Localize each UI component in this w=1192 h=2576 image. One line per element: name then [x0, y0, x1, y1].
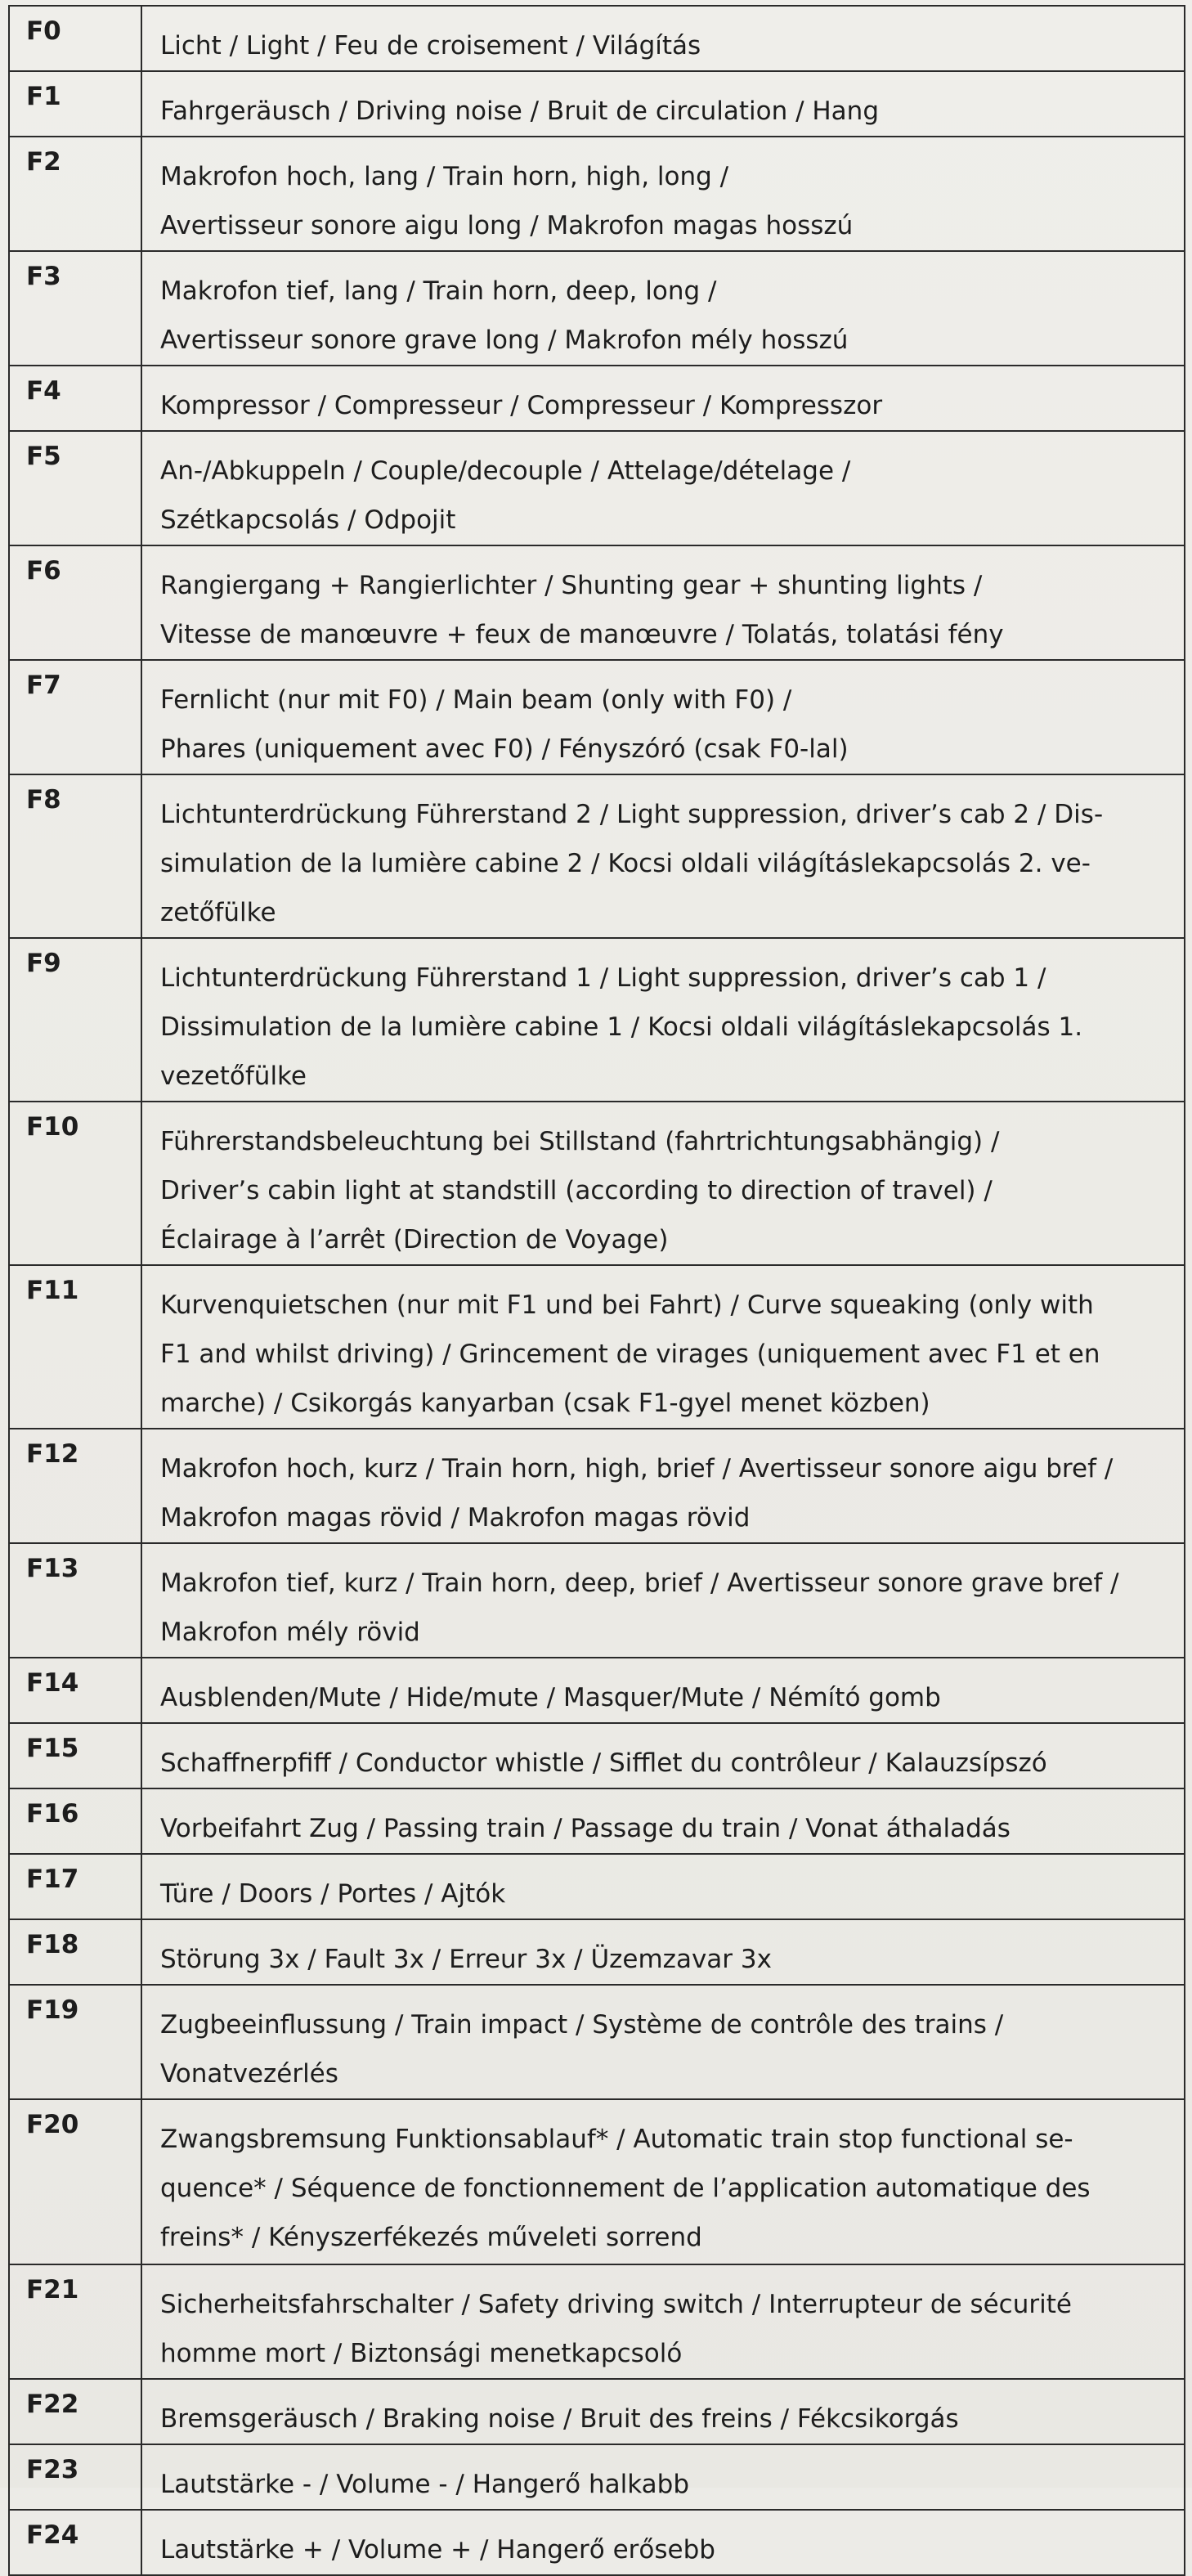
function-description — [141, 431, 1185, 545]
description-line: Rangiergang + Rangierlichter / Shunting gear + shunting lights / — [160, 571, 983, 600]
function-description — [141, 1854, 1185, 1919]
description-line: freins* / Kényszerfékezés műveleti sorrend — [160, 2223, 702, 2252]
function-row — [9, 2379, 1185, 2444]
function-row — [9, 1723, 1185, 1788]
description-line: Licht / Light / Feu de croisement / Világítás — [160, 31, 701, 61]
function-code: F22 — [9, 2379, 141, 2444]
function-description — [141, 1723, 1185, 1788]
function-row — [9, 2099, 1185, 2264]
description-line: Sicherheitsfahrschalter / Safety driving switch / Interrupteur de sécurité — [160, 2290, 1072, 2319]
function-code: F3 — [9, 251, 141, 366]
function-row — [9, 1265, 1185, 1429]
description-line: Lichtunterdrückung Führerstand 2 / Light suppression, driver’s cab 2 / Dis- — [160, 800, 1104, 829]
function-code: F15 — [9, 1723, 141, 1788]
function-description — [141, 1265, 1185, 1429]
description-line: F1 and whilst driving) / Grincement de virages (uniquement avec F1 et en — [160, 1340, 1100, 1369]
description-line: zetőfülke — [160, 898, 276, 927]
description-line: Szétkapcsolás / Odpojit — [160, 505, 456, 535]
description-line: Ausblenden/Mute / Hide/mute / Masquer/Mute / Némító gomb — [160, 1683, 941, 1712]
function-description — [141, 366, 1185, 431]
function-code: F24 — [9, 2510, 141, 2575]
description-line: Bremsgeräusch / Braking noise / Bruit des freins / Fékcsikorgás — [160, 2404, 959, 2434]
function-description — [141, 1985, 1185, 2099]
function-code: F11 — [9, 1265, 141, 1429]
function-description — [141, 545, 1185, 660]
description-line: Vonatvezérlés — [160, 2059, 338, 2089]
function-description — [141, 2379, 1185, 2444]
function-description — [141, 2264, 1185, 2379]
description-line: Makrofon tief, lang / Train horn, deep, long / — [160, 276, 717, 306]
description-line: Makrofon magas rövid / Makrofon magas rövid — [160, 1503, 751, 1533]
function-row — [9, 545, 1185, 660]
function-code: F0 — [9, 6, 141, 71]
function-description — [141, 2099, 1185, 2264]
function-row — [9, 6, 1185, 71]
function-row — [9, 1788, 1185, 1854]
description-line: Kurvenquietschen (nur mit F1 und bei Fahrt) / Curve squeaking (only with — [160, 1290, 1094, 1320]
description-line: marche) / Csikorgás kanyarban (csak F1-gyel menet közben) — [160, 1389, 930, 1418]
function-row — [9, 1543, 1185, 1658]
description-line: simulation de la lumière cabine 2 / Kocsi oldali világításlekapcsolás 2. ve- — [160, 849, 1091, 878]
function-code: F18 — [9, 1919, 141, 1985]
function-description — [141, 774, 1185, 938]
function-row — [9, 938, 1185, 1102]
function-code: F8 — [9, 774, 141, 938]
function-description — [141, 938, 1185, 1102]
function-row — [9, 1854, 1185, 1919]
function-row — [9, 431, 1185, 545]
function-description — [141, 660, 1185, 774]
description-line: vezetőfülke — [160, 1061, 307, 1091]
description-line: Dissimulation de la lumière cabine 1 / Kocsi oldali világításlekapcsolás 1. — [160, 1012, 1083, 1042]
function-description — [141, 1788, 1185, 1854]
description-line: Führerstandsbeleuchtung bei Stillstand (fahrtrichtungsabhängig) / — [160, 1127, 1000, 1156]
function-code: F13 — [9, 1543, 141, 1658]
function-row — [9, 660, 1185, 774]
description-line: Phares (uniquement avec F0) / Fényszóró (csak F0-lal) — [160, 734, 849, 764]
function-row — [9, 71, 1185, 137]
function-row — [9, 2510, 1185, 2575]
function-description — [141, 71, 1185, 137]
description-line: Makrofon tief, kurz / Train horn, deep, brief / Avertisseur sonore grave bref / — [160, 1568, 1119, 1598]
function-code: F10 — [9, 1102, 141, 1265]
function-description — [141, 2510, 1185, 2575]
function-description — [141, 1919, 1185, 1985]
function-code: F1 — [9, 71, 141, 137]
description-line: Éclairage à l’arrêt (Direction de Voyage) — [160, 1225, 669, 1254]
function-description — [141, 1658, 1185, 1723]
function-row — [9, 1985, 1185, 2099]
function-code: F17 — [9, 1854, 141, 1919]
function-row — [9, 1102, 1185, 1265]
description-line: Störung 3x / Fault 3x / Erreur 3x / Üzemzavar 3x — [160, 1945, 772, 1974]
function-code: F4 — [9, 366, 141, 431]
function-description — [141, 2444, 1185, 2510]
function-row — [9, 1658, 1185, 1723]
function-row — [9, 1429, 1185, 1543]
description-line: Zwangsbremsung Funktionsablauf* / Automatic train stop functional se- — [160, 2125, 1073, 2154]
function-code: F9 — [9, 938, 141, 1102]
function-code: F12 — [9, 1429, 141, 1543]
function-code: F19 — [9, 1985, 141, 2099]
description-line: Driver’s cabin light at standstill (according to direction of travel) / — [160, 1176, 993, 1205]
function-code: F14 — [9, 1658, 141, 1723]
function-code: F20 — [9, 2099, 141, 2264]
description-line: Makrofon mély rövid — [160, 1618, 420, 1647]
function-code: F6 — [9, 545, 141, 660]
description-line: quence* / Séquence de fonctionnement de l’application automatique des — [160, 2174, 1091, 2203]
function-row — [9, 366, 1185, 431]
description-line: homme mort / Biztonsági menetkapcsoló — [160, 2339, 683, 2368]
function-table — [8, 5, 1185, 2576]
description-line: Türe / Doors / Portes / Ajtók — [160, 1879, 506, 1909]
function-code: F23 — [9, 2444, 141, 2510]
description-line: Makrofon hoch, kurz / Train horn, high, brief / Avertisseur sonore aigu bref / — [160, 1454, 1114, 1483]
function-description — [141, 1543, 1185, 1658]
function-row — [9, 1919, 1185, 1985]
description-line: An-/Abkuppeln / Couple/decouple / Attelage/dételage / — [160, 456, 851, 486]
description-line: Avertisseur sonore aigu long / Makrofon magas hosszú — [160, 211, 854, 240]
function-code: F16 — [9, 1788, 141, 1854]
description-line: Zugbeeinflussung / Train impact / Système de contrôle des trains / — [160, 2010, 1004, 2040]
description-line: Makrofon hoch, lang / Train horn, high, long / — [160, 162, 729, 191]
function-row — [9, 774, 1185, 938]
function-table-body — [9, 6, 1185, 2575]
function-description — [141, 137, 1185, 251]
function-row — [9, 2444, 1185, 2510]
function-description — [141, 1102, 1185, 1265]
description-line: Vitesse de manœuvre + feux de manœuvre / Tolatás, tolatási fény — [160, 620, 1004, 649]
function-code: F2 — [9, 137, 141, 251]
description-line: Fahrgeräusch / Driving noise / Bruit de circulation / Hang — [160, 96, 880, 126]
description-line: Fernlicht (nur mit F0) / Main beam (only with F0) / — [160, 685, 792, 715]
function-code: F21 — [9, 2264, 141, 2379]
description-line: Lautstärke - / Volume - / Hangerő halkabb — [160, 2470, 690, 2499]
description-line: Kompressor / Compresseur / Compresseur / Kompresszor — [160, 391, 883, 420]
description-line: Vorbeifahrt Zug / Passing train / Passage du train / Vonat áthaladás — [160, 1814, 1011, 1843]
description-line: Avertisseur sonore grave long / Makrofon mély hosszú — [160, 325, 849, 355]
description-line: Lichtunterdrückung Führerstand 1 / Light suppression, driver’s cab 1 / — [160, 963, 1046, 993]
function-row — [9, 2264, 1185, 2379]
function-description — [141, 251, 1185, 366]
function-description — [141, 1429, 1185, 1543]
function-row — [9, 137, 1185, 251]
function-code: F5 — [9, 431, 141, 545]
description-line: Lautstärke + / Volume + / Hangerő erősebb — [160, 2535, 715, 2565]
description-line: Schaffnerpfiff / Conductor whistle / Sifflet du contrôleur / Kalauzsípszó — [160, 1748, 1047, 1778]
function-description — [141, 6, 1185, 71]
function-row — [9, 251, 1185, 366]
function-code: F7 — [9, 660, 141, 774]
